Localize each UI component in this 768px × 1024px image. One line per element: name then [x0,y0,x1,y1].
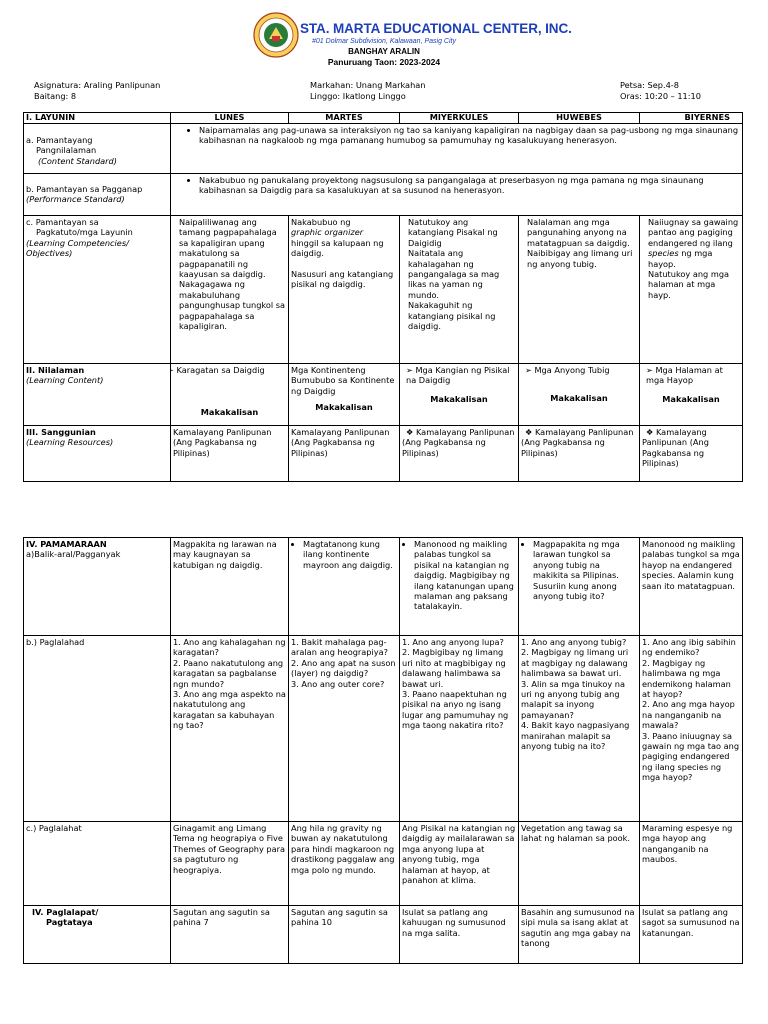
content-standard-label-a: a. Pamantayang [26,135,93,145]
paglalahad-item: 3. Paano naapektuhan ng pisikal na anyo ng isang lugar ang pamumuhay ng mga taong nakatira rito? [402,689,509,731]
day-header-lunes: LUNES [171,113,289,124]
paglalapat-miyerkules: Isulat sa patlang ang kahuugan ng sumusunod na mga salita. [400,906,519,964]
competencies-martes [289,216,400,364]
paglalahad-item: 3. Ano ang mga aspekto na nakatutulong ang karagatan sa kabuhayan ng tao? [173,689,286,731]
competencies-lunes [171,216,289,364]
balik-aral-item: • Magpapakita ng mga larawan tungkol sa anyong tubig na makikita sa Pilipinas. Susuriin kung anong anyong tubig ito? [533,539,637,601]
competency-item: • Natutukoy ang katangiang Pisakal ng Daigidig [408,217,516,248]
competency-biyernes-1-italic: species [648,248,679,259]
competency-martes-c: hinggil sa kalupaan ng daigdig. [291,237,384,259]
paglalahad-item: 2. Ano ang mga hayop na nanganganib na mawala? [642,699,735,731]
paglalapat-heading-b: Pagtataya [46,917,93,928]
content-standard-english: (Content Standard) [38,155,117,166]
paglalahad-item: 3. Ano ang outer core? [291,678,385,689]
meta-center [310,80,425,102]
lesson-plan-table-bottom [23,537,743,964]
sanggunian-martes: Kamalayang Panlipunan (Ang Pagkabansa ng Pilipinas) [289,426,400,482]
paglalapat-lunes: Sagutan ang sagutin sa pahina 7 [171,906,289,964]
nilalaman-biyernes-text: ➢ Mga Halaman at mga Hayop [642,365,740,386]
competency-biyernes-1-end: ng mga hayop. [648,248,713,269]
meta-left [34,80,160,102]
performance-standard-label [24,174,171,216]
sanggunian-biyernes [640,426,743,482]
paglalahat-biyernes: Maraming espesye ng mga hayop ang nanganganib na maubos. [640,822,743,906]
paglalahad-label: b.) Paglalahad [24,636,171,822]
makakalisan-label: Makakalisan [550,393,608,404]
competency-item: • Naibibigay ang limang uri ng anyong tubig. [527,248,637,269]
paglalapat-heading-a: IV. Paglalapat/ [32,907,99,917]
day-header-biyernes: BIYERNES [640,113,743,124]
paglalahat-lunes: Ginagamit ang Limang Tema ng heograpiya o Five Themes of Geography para sa pagtuturo ng heograpiya. [171,822,289,906]
paglalahad-item: 1. Ano ang ibig sabihin ng endemiko? [642,637,736,658]
makakalisan-label: Makakalisan [430,393,488,404]
paglalahad-item: 3. Alin sa mga tinukoy na uri ng anyong tubig ang malapit sa inyong pamayanan? [521,678,626,720]
petsa: Petsa: Sep.4-8 [620,80,679,90]
competency-martes-a: Nakabubuo ng [291,217,351,227]
school-address: #01 Dolmar Subdivision, Kalawaan, Pasig City [312,38,456,45]
nilalaman-lunes [171,364,289,426]
paglalahad-item: 3. Paano iniuugnay sa gawain ng mga tao ang pagiging endangered ng ilang species ng mga hayop? [642,730,740,783]
performance-standard-label-text: b. Pamantayan sa Pagganap [26,184,143,194]
paglalahad-huwebes [519,636,640,822]
performance-standard-text: • Nakabubuo ng panukalang proyektong nagsusulong sa pangangalaga at preserbasyon ng mga pamana ng mga sinaunang kabihasnan sa Daigdig para sa kasalukuyan at sa susunod na henerasyon. [199,175,740,196]
competency-item: • Nakagagawa ng makabuluhang pangunghusap tungkol sa pagpapahalaga sa kapaligiran. [179,279,286,331]
competencies-label-b: Pagkatuto/mga Layunin [36,227,133,238]
day-header-miyerkules: MIYERKULES [400,113,519,124]
paglalahat-label: c.) Paglalahat [24,822,171,906]
competencies-label-a: c. Pamantayan sa [26,217,99,227]
content-standard-text-cell [171,124,743,174]
competency-item: • Naitatala ang kahalagahan ng pangangalaga sa mag likas na yaman ng mundo. [408,248,516,300]
competency-item: • Nalalaman ang mga pangunahing anyong na matatagpuan sa daigdig. [527,217,637,248]
balik-aral-martes [289,538,400,636]
paglalahad-item: 4. Bakit kayo nagpasiyang manirahan malapit sa anyong tubig na ito? [521,720,630,752]
nilalaman-heading: II. Nilalaman [26,365,85,375]
competency-martes-d: Nasusuri ang katangiang pisikal ng daigdig. [291,268,394,290]
makakalisan-label: Makakalisan [662,393,720,404]
sanggunian-huwebes [519,426,640,482]
competencies-label [24,216,171,364]
makakalisan-label: Makakalisan [315,402,373,413]
nilalaman-miyerkules [400,364,519,426]
day-header-martes: MARTES [289,113,400,124]
nilalaman-biyernes [640,364,743,426]
document-title: BANGHAY ARALIN [348,47,420,56]
content-standard-label [24,124,171,174]
paglalapat-label [24,906,171,964]
paglalahad-item: 1. Ano ang anyong tubig? [521,637,627,647]
nilalaman-lunes-text: ➢ Karagatan sa Daigdig [171,365,287,375]
competency-item [648,217,740,269]
nilalaman-martes [289,364,400,426]
paglalahad-item: 1. Bakit mahalaga pag-aralan ang heograpiya? [291,637,388,658]
school-name: STA. MARTA EDUCATIONAL CENTER, INC. [300,21,572,36]
balik-aral-label [24,538,171,636]
sanggunian-miyerkules [400,426,519,482]
nilalaman-english: (Learning Content) [26,375,104,386]
document-header [0,0,768,78]
sanggunian-label [24,426,171,482]
competencies-miyerkules [400,216,519,364]
content-standard-label-b: Pangnilalaman [36,145,97,156]
balik-aral-label-text: a)Balik-aral/Pagganyak [26,549,121,560]
paglalahad-item: 2. Magbigay ng halimbawa ng mga endemikong halaman at hayop? [642,657,731,700]
balik-aral-miyerkules [400,538,519,636]
competency-item: • Natutukoy ang mga halaman at mga hayp. [648,269,740,300]
lesson-plan-table-top [23,112,743,482]
nilalaman-label [24,364,171,426]
sanggunian-biyernes-text: ❖ Kamalayang Panlipunan (Ang Pagkabansa ng Pilipinas) [642,427,709,468]
paglalahat-miyerkules: Ang Pisikal na katangian ng daigdig ay mailalarawan sa mga anyong lupa at anyong tubig, mga halaman at hayop, at panahon at klima. [400,822,519,906]
nilalaman-huwebes-text: ➢ Mga Anyong Tubig [521,365,637,375]
markahan: Markahan: Unang Markahan [310,80,426,90]
paglalahad-biyernes [640,636,743,822]
balik-aral-biyernes: Manonood ng maikling palabas tungkol sa mga hayop na endangered species. Aalamin kung saan ito matatagpuan. [640,538,743,636]
layunin-heading: I. LAYUNIN [24,113,171,124]
makakalisan-label: Makakalisan [200,407,259,418]
day-header-huwebes: HUWEBES [519,113,640,124]
nilalaman-martes-text: Mga Kontinenteng Bumububo sa Kontinente ng Daigdig [291,365,395,396]
paglalapat-biyernes: Isulat sa patlang ang sagot sa sumusunod na katanungan. [640,906,743,964]
balik-aral-item: • Manonood ng maikling palabas tungkol sa pisikal na katangian ng daigdig. Magbigibay ng ilang katanungan upang malaman ang paksang tatalakayin. [414,539,516,612]
performance-standard-english: (Performance Standard) [26,194,125,205]
linggo: Linggo: Ikatlong Linggo [310,91,406,101]
paglalahad-martes [289,636,400,822]
paglalahad-item: 2. Paano nakatutulong ang karagatan sa pagbalanse ngn mundo? [173,657,284,689]
sanggunian-lunes: Kamalayang Panlipunan (Ang Pagkabansa ng Pilipinas) [171,426,289,482]
sanggunian-heading: III. Sanggunian [26,427,96,437]
meta-right [620,80,701,102]
asignatura: Asignatura: Araling Panlipunan [34,80,161,90]
sanggunian-english: (Learning Resources) [26,437,114,448]
competency-item: • Naipaliliwanag ang tamang pagpapahalaga sa kapaligiran upang makatulong sa pagpapanatili ng kaayusan sa daigdig. [179,217,286,279]
school-year: Panuruang Taon: 2023-2024 [327,57,441,67]
balik-aral-item: • Magtatanong kung ilang kontinente mayroon ang daigdig. [303,539,397,570]
balik-aral-huwebes [519,538,640,636]
paglalahad-item: 1. Ano ang kahalagahan ng karagatan? [173,637,286,658]
competency-biyernes-1: Naiiugnay sa gawaing pantao ang pagiging endangered ng ilang [648,217,739,248]
paglalahad-item: 1. Ano ang anyong lupa? [402,637,504,647]
paglalahad-item: 2. Ano ang apat na suson (layer) ng daigdig? [291,657,396,679]
competency-item: • Nakakaguhit ng katangiang pisikal ng daigdig. [408,300,516,331]
performance-standard-text-cell [171,174,743,216]
paglalahad-item: 2. Magbigay ng limang uri at magbigay ng dalawang halimbawa sa bawat uri. [521,647,629,679]
paglalahad-item: 2. Magbigibay ng limang uri nito at magbibigay ng dalawang halimbawa sa bawat uri. [402,647,506,689]
oras: Oras: 10:20 – 11:10 [620,91,701,101]
sanggunian-huwebes-text: ❖ Kamalayang Panlipunan (Ang Pagkabansa ng Pilipinas) [521,427,633,458]
paglalapat-huwebes: Basahin ang sumusunod na sipi mula sa isang aklat at sagutin ang mga gabay na tanong [519,906,640,964]
sanggunian-miyerkules-text: ❖ Kamalayang Panlipunan (Ang Pagkabansa ng Pilipinas) [402,427,514,458]
content-standard-text: • Naipamamalas ang pag-unawa sa interaksiyon ng tao sa kaniyang kapaligiran na nagbigay daan sa pag-usbong ng mga sinaunang kabihasnan na nagkaloob ng mga pamanang humubog sa pamumuhay ng kasalukuyang henerasyon. [199,125,740,146]
baitang: Baitang: 8 [34,91,77,101]
competency-martes-b: graphic organizer [291,227,364,238]
paglalahat-martes: Ang hila ng gravity ng buwan ay nakatutulong para hindi magkaroon ng drastikong paggalaw ang mga polo ng mundo. [289,822,400,906]
nilalaman-miyerkules-text: ➢ Mga Kangian ng Pisikal na Daigdig [402,365,516,386]
nilalaman-huwebes [519,364,640,426]
paglalahad-lunes [171,636,289,822]
paglalahat-huwebes: Vegetation ang tawag sa lahat ng halaman sa pook. [519,822,640,906]
competencies-huwebes [519,216,640,364]
competencies-biyernes [640,216,743,364]
pamamaraan-heading: IV. PAMAMARAAN [26,539,107,549]
competencies-english: (Learning Competencies/ Objectives) [26,237,129,259]
balik-aral-lunes: Magpakita ng larawan na may kaugnayan sa katubigan ng daigdig. [171,538,289,636]
paglalahad-miyerkules [400,636,519,822]
paglalapat-martes: Sagutan ang sagutin sa pahina 10 [289,906,400,964]
